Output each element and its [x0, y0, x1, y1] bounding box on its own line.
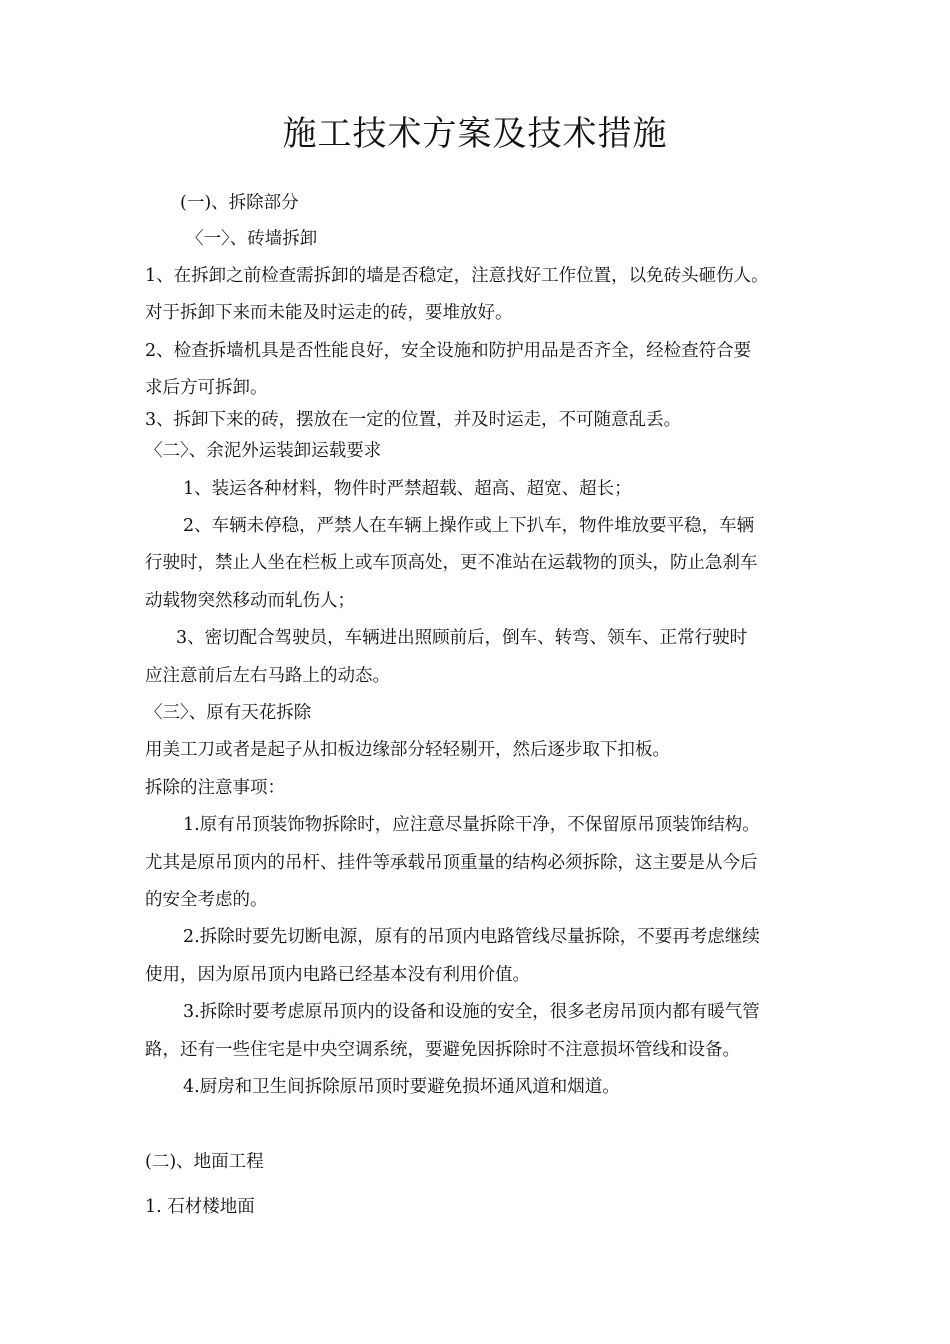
- subsection-heading-brick-wall: 〈一〉、砖墙拆卸: [186, 229, 318, 249]
- section-heading-demolition: (一)、拆除部分: [180, 193, 299, 213]
- paragraph-line: 1、在拆卸之前检查需拆卸的墙是否稳定，注意找好工作位置，以免砖头砸伤人。: [145, 266, 769, 286]
- list-item-stone-floor: 1. 石材楼地面: [145, 1197, 255, 1217]
- paragraph-line: 2、检查拆墙机具是否性能良好，安全设施和防护用品是否齐全，经检查符合要: [145, 341, 752, 361]
- paragraph-line: 1.原有吊顶装饰物拆除时，应注意尽量拆除干净，不保留原吊顶装饰结构。: [183, 815, 760, 835]
- paragraph-line: 对于拆卸下来而未能及时运走的砖，要堆放好。: [145, 303, 513, 323]
- subsection-heading-ceiling: 〈三〉、原有天花拆除: [145, 703, 312, 723]
- paragraph-line: 2、车辆未停稳，严禁人在车辆上操作或上下扒车，物件堆放要平稳，车辆: [183, 516, 755, 536]
- notes-heading: 拆除的注意事项：: [145, 778, 285, 798]
- paragraph-line: 应注意前后左右马路上的动态。: [145, 666, 390, 686]
- paragraph-line: 1、装运各种材料，物件时严禁超载、超高、超宽、超长；: [183, 479, 632, 499]
- paragraph-line: 2.拆除时要先切断电源，原有的吊顶内电路管线尽量拆除，不要再考虑继续: [183, 927, 760, 947]
- document-title: 施工技术方案及技术措施: [282, 114, 668, 154]
- paragraph-line: 尤其是原吊顶内的吊杆、挂件等承载吊顶重量的结构必须拆除，这主要是从今后: [145, 853, 758, 873]
- paragraph-line: 4.厨房和卫生间拆除原吊顶时要避免损坏通风道和烟道。: [183, 1077, 620, 1097]
- paragraph-line: 路，还有一些住宅是中央空调系统，要避免因拆除时不注意损坏管线和设备。: [145, 1040, 740, 1060]
- paragraph-line: 使用，因为原吊顶内电路已经基本没有利用价值。: [145, 965, 530, 985]
- paragraph-line: 动载物突然移动而轧伤人；: [145, 591, 355, 611]
- paragraph-line: 行驶时，禁止人坐在栏板上或车顶高处，更不准站在运载物的顶头，防止急刹车: [145, 553, 758, 573]
- paragraph-line: 求后方可拆卸。: [145, 378, 268, 398]
- paragraph-line: 用美工刀或者是起子从扣板边缘部分轻轻剔开，然后逐步取下扣板。: [145, 740, 670, 760]
- paragraph-line: 的安全考虑的。: [145, 890, 268, 910]
- paragraph-line: 3、拆卸下来的砖，摆放在一定的位置，并及时运走，不可随意乱丢。: [145, 410, 682, 430]
- section-heading-floor: (二)、地面工程: [145, 1152, 264, 1172]
- subsection-heading-mud-transport: 〈二〉、余泥外运装卸运载要求: [145, 441, 382, 461]
- paragraph-line: 3.拆除时要考虑原吊顶内的设备和设施的安全，很多老房吊顶内都有暖气管: [183, 1002, 760, 1022]
- paragraph-line: 3、密切配合驾驶员，车辆进出照顾前后，倒车、转弯、领车、正常行驶时: [176, 628, 748, 648]
